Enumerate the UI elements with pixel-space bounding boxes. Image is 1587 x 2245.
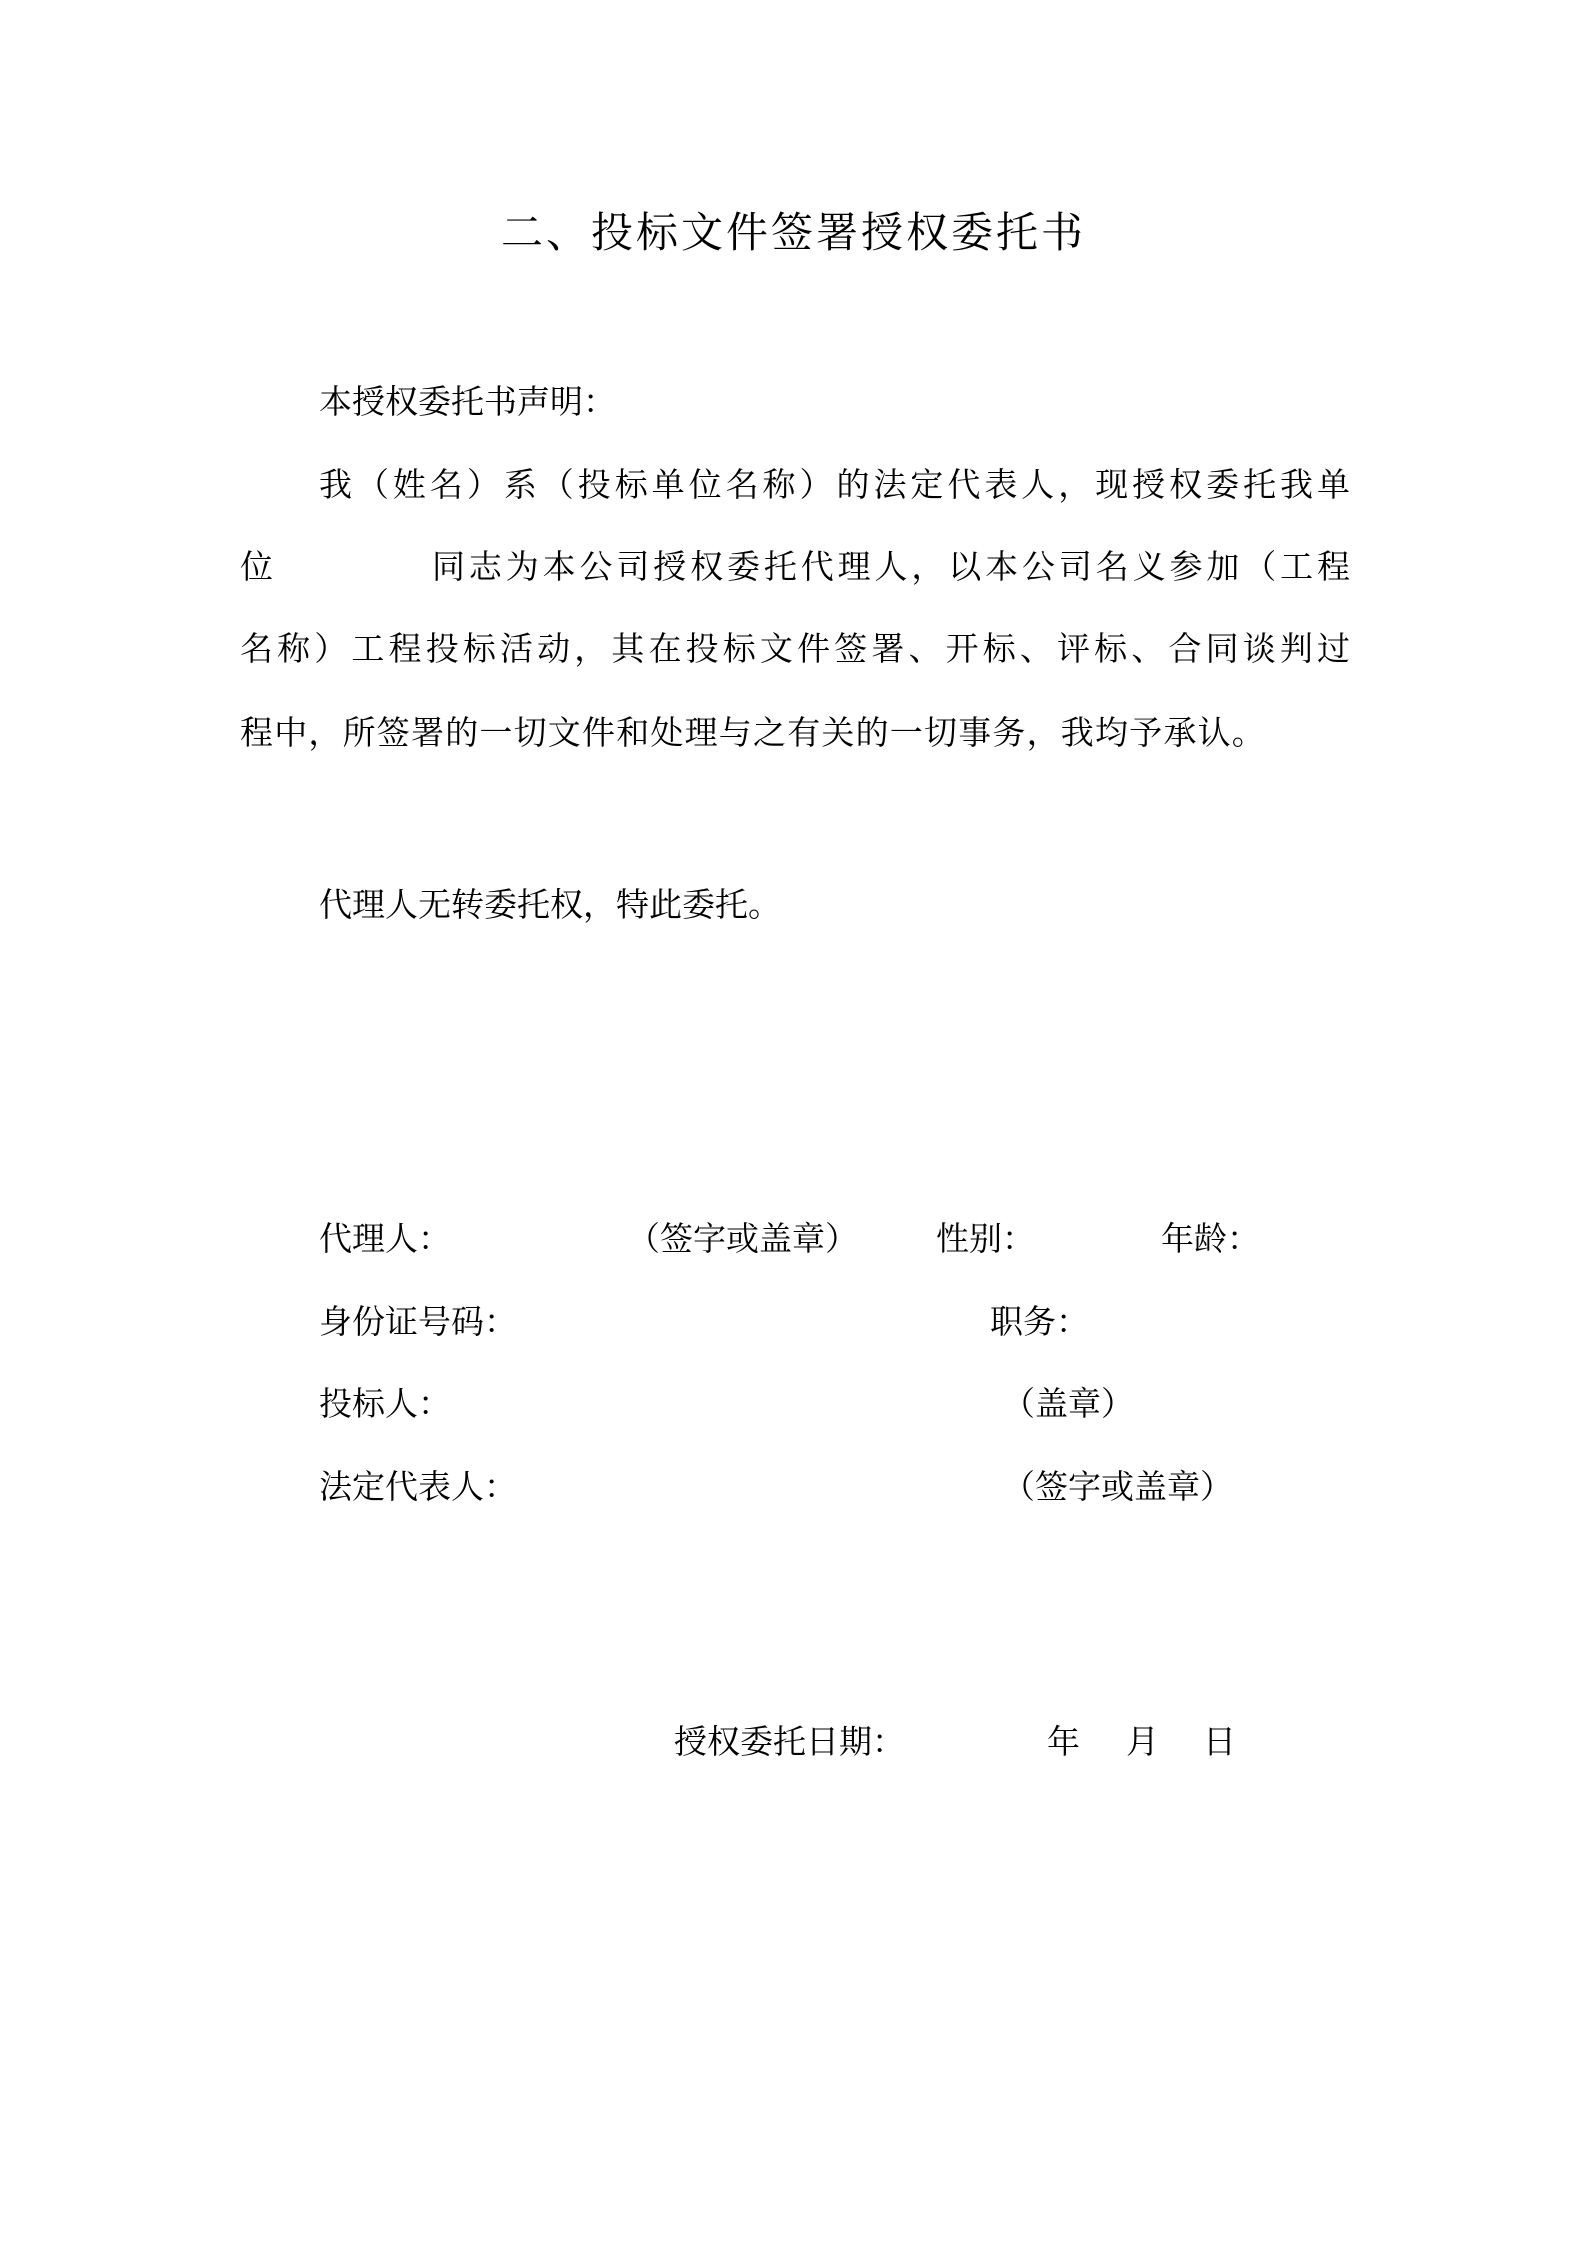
body-line-4: 程中，所签署的一切文件和处理与之有关的一切事务，我均予承认。 bbox=[240, 713, 1266, 752]
id-number-label: 身份证号码： bbox=[319, 1302, 517, 1341]
legal-rep-label: 法定代表人： bbox=[319, 1467, 517, 1506]
bidder-label: 投标人： bbox=[319, 1384, 451, 1423]
date-label: 授权委托日期： bbox=[674, 1722, 905, 1761]
no-subdelegation-statement: 代理人无转委托权，特此委托。 bbox=[319, 885, 781, 924]
body-line-1: 我（姓名）系（投标单位名称）的法定代表人，现授权委托我单 bbox=[319, 465, 1350, 504]
date-month: 月 bbox=[1126, 1722, 1159, 1761]
age-label: 年龄： bbox=[1161, 1219, 1260, 1258]
gender-label: 性别： bbox=[936, 1219, 1035, 1258]
bidder-seal-note: （盖章） bbox=[1002, 1384, 1134, 1423]
agent-label: 代理人： bbox=[319, 1219, 451, 1258]
body-line-2-prefix: 位 bbox=[240, 547, 273, 586]
body-line-3: 名称）工程投标活动，其在投标文件签署、开标、评标、合同谈判过 bbox=[240, 629, 1350, 668]
position-label: 职务： bbox=[990, 1302, 1089, 1341]
legal-rep-sign-note: （签字或盖章） bbox=[1002, 1467, 1233, 1506]
agent-sign-note: （签字或盖章） bbox=[627, 1219, 858, 1258]
document-title: 二、投标文件签署授权委托书 bbox=[500, 208, 1086, 257]
date-day: 日 bbox=[1203, 1722, 1236, 1761]
declaration-intro: 本授权委托书声明： bbox=[319, 382, 616, 421]
body-line-2: 同志为本公司授权委托代理人，以本公司名义参加（工程 bbox=[432, 547, 1350, 586]
date-year: 年 bbox=[1047, 1722, 1080, 1761]
